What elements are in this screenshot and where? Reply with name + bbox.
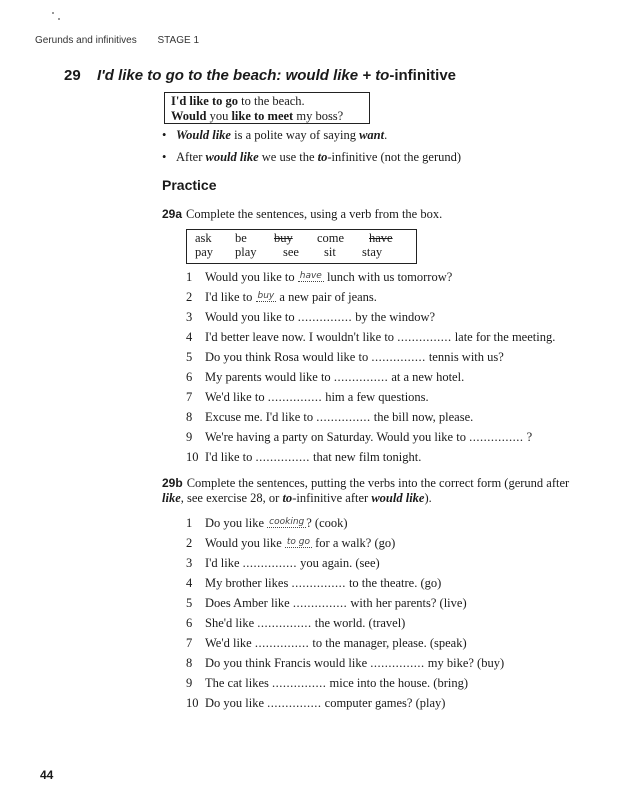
running-header (35, 35, 199, 46)
rule-box (164, 92, 370, 124)
rule-text: I'd like to go (171, 94, 239, 108)
item-number: 8 (186, 410, 193, 424)
item-text (205, 410, 473, 425)
exercise-b-instruction-line2 (162, 491, 569, 506)
answer-blank-filled[interactable]: to go (286, 537, 311, 547)
answer-blank[interactable]: ............... (242, 556, 298, 570)
item-text-after: the world. (travel) (311, 616, 406, 630)
word-box-word: have (369, 231, 393, 245)
scan-speck (58, 18, 60, 20)
rule-text: like to meet (231, 109, 294, 123)
item-text-before: I'd like to (205, 290, 256, 304)
item-text-before: I'd better leave now. I wouldn't like to (205, 330, 398, 344)
answer-blank[interactable]: ............... (469, 430, 524, 444)
item-text-before: My brother likes (205, 576, 292, 590)
item-text-after: ? (cook) (306, 516, 348, 530)
item-text-before: We'd like to (205, 390, 268, 404)
answer-blank[interactable]: ............... (371, 350, 426, 364)
item-text-before: We'd like (205, 636, 255, 650)
item-number: 10 (186, 696, 199, 710)
item-number: 9 (186, 430, 193, 444)
answer-blank[interactable]: ............... (292, 596, 348, 610)
item-text-after: at a new hotel. (388, 370, 465, 384)
item-number: 5 (186, 350, 193, 364)
item-text (205, 370, 464, 385)
bullet-text: to (317, 150, 328, 164)
item-text (205, 350, 504, 365)
item-number: 8 (186, 656, 193, 670)
item-text-after: that new film tonight. (309, 450, 422, 464)
rule-text: Would (171, 109, 207, 123)
item-text-before: I'd like (205, 556, 243, 570)
answer-blank[interactable]: ............... (267, 696, 322, 710)
title-to: to (375, 67, 390, 84)
instruction-text: to (282, 491, 293, 505)
item-text (205, 536, 395, 551)
item-text-after: the bill now, please. (370, 410, 474, 424)
item-text-before: I'd like to (205, 450, 256, 464)
word-box-word: come (317, 231, 345, 245)
item-text-after: late for the meeting. (451, 330, 556, 344)
item-number: 2 (186, 290, 193, 304)
item-text (205, 330, 555, 345)
answer-blank-filled[interactable]: have (299, 271, 322, 281)
item-text-before: Do you think Rosa would like to (205, 350, 372, 364)
answer-blank[interactable]: ............... (316, 410, 371, 424)
item-text-before: Would you like to (205, 270, 298, 284)
item-text-after: ? (523, 430, 533, 444)
item-text-before: The cat likes (205, 676, 272, 690)
page-number: 44 (40, 768, 54, 782)
item-text-before: Would you like (205, 536, 285, 550)
item-text-before: We're having a party on Saturday. Would you like to (205, 430, 470, 444)
item-text (205, 290, 377, 305)
rule-text: you (206, 109, 232, 123)
word-box-word: ask (195, 231, 212, 245)
item-text-before: My parents would like to (205, 370, 334, 384)
rule-text: to the beach. (238, 94, 305, 108)
item-text-after: lunch with us tomorrow? (323, 270, 453, 284)
answer-blank-filled[interactable]: cooking (269, 517, 305, 527)
bullet-text: After (176, 150, 206, 164)
item-text-after: tennis with us? (425, 350, 504, 364)
item-text-after: you again. (see) (297, 556, 380, 570)
word-box-word: play (235, 245, 257, 259)
answer-blank[interactable]: ............... (397, 330, 452, 344)
item-text-after: him a few questions. (322, 390, 429, 404)
word-box-word: stay (362, 245, 383, 259)
item-number: 2 (186, 536, 193, 550)
title-main: I'd like to go to the beach: would like + (97, 67, 372, 84)
item-text-after: to the theatre. (go) (345, 576, 442, 590)
bullet-text: -infinitive (not the gerund) (327, 150, 462, 164)
exercise-a-instruction (162, 207, 442, 222)
word-box-word: buy (274, 231, 293, 245)
unit-title-text (97, 67, 456, 84)
item-number: 7 (186, 636, 193, 650)
item-text (205, 636, 467, 651)
bullet-icon: • (162, 150, 167, 164)
exercise-b-instruction (162, 476, 569, 506)
item-number: 6 (186, 370, 193, 384)
answer-blank[interactable]: ............... (297, 310, 353, 324)
item-text-after: a new pair of jeans. (276, 290, 377, 304)
rule-bullets (162, 124, 461, 168)
item-text-before: Excuse me. I'd like to (205, 410, 317, 424)
item-text-after: by the window? (352, 310, 436, 324)
item-text (205, 556, 380, 571)
answer-blank[interactable]: ............... (370, 656, 425, 670)
item-number: 5 (186, 596, 193, 610)
word-box-word: be (235, 231, 247, 245)
item-text (205, 656, 504, 671)
word-box-word: see (283, 245, 299, 259)
item-number: 1 (186, 270, 193, 284)
item-text (205, 676, 468, 691)
bullet-text: Would like (176, 128, 231, 142)
answer-blank[interactable]: ............... (272, 676, 327, 690)
item-number: 9 (186, 676, 193, 690)
rule-line-2 (171, 109, 363, 124)
bullet-icon: • (162, 128, 167, 142)
scan-speck (52, 12, 54, 14)
practice-heading: Practice (162, 177, 217, 193)
item-text (205, 696, 445, 711)
item-number: 1 (186, 516, 193, 530)
item-text-after: with her parents? (live) (347, 596, 467, 610)
word-box-word: sit (324, 245, 336, 259)
item-text (205, 596, 467, 611)
exercise-b-instruction-line1: Complete the sentences, putting the verbs into the correct form (gerund after (186, 476, 570, 490)
item-text-after: my bike? (buy) (424, 656, 505, 670)
item-text (205, 516, 348, 531)
bullet-text: . (384, 128, 388, 142)
item-text (205, 616, 405, 631)
item-text (205, 310, 435, 325)
instruction-text: like (162, 491, 181, 505)
answer-blank[interactable]: ............... (267, 390, 323, 404)
item-text (205, 450, 421, 465)
answer-blank[interactable]: ............... (333, 370, 389, 384)
item-text-after: computer games? (play) (321, 696, 446, 710)
title-end: -infinitive (389, 67, 457, 84)
bullet-text: want (359, 128, 385, 142)
bullet-text: we use the (258, 150, 318, 164)
header-section: Gerunds and infinitives (35, 35, 137, 46)
instruction-text: -infinitive after (292, 491, 372, 505)
item-text-after: to the manager, please. (speak) (309, 636, 467, 650)
item-text-after: mice into the house. (bring) (326, 676, 469, 690)
instruction-text: would like (371, 491, 425, 505)
item-text-before: Do you like (205, 696, 268, 710)
bullet-text: would like (205, 150, 259, 164)
answer-blank[interactable]: ............... (291, 576, 346, 590)
item-text-before: Do you think Francis would like (205, 656, 371, 670)
item-text-before: Do you like (205, 516, 268, 530)
item-number: 7 (186, 390, 193, 404)
bullet-text: is a polite way of saying (230, 128, 360, 142)
item-text-after: for a walk? (go) (312, 536, 396, 550)
item-text-before: Would you like to (205, 310, 298, 324)
item-number: 6 (186, 616, 193, 630)
item-number: 10 (186, 450, 199, 464)
exercise-b-label: 29b (162, 476, 183, 490)
instruction-text: ). (424, 491, 432, 505)
answer-blank[interactable]: ............... (254, 636, 310, 650)
unit-number: 29 (64, 67, 81, 84)
item-number: 4 (186, 330, 193, 344)
item-text (205, 270, 452, 285)
item-number: 4 (186, 576, 193, 590)
word-box-word: pay (195, 245, 214, 259)
bullet-item (162, 146, 461, 168)
rule-text: my boss? (293, 109, 344, 123)
answer-blank[interactable]: ............... (255, 450, 310, 464)
answer-blank[interactable]: ............... (257, 616, 312, 630)
item-number: 3 (186, 310, 193, 324)
instruction-text: , see exercise 28, or (180, 491, 283, 505)
bullet-item (162, 124, 461, 146)
word-box (186, 229, 417, 264)
rule-line-1 (171, 94, 363, 109)
item-text (205, 390, 429, 405)
item-text-before: Does Amber like (205, 596, 293, 610)
item-text-before: She'd like (205, 616, 258, 630)
exercise-a-label: 29a (162, 207, 183, 221)
exercise-a-instruction-text: Complete the sentences, using a verb from the box. (186, 207, 443, 221)
item-number: 3 (186, 556, 193, 570)
item-text (205, 576, 441, 591)
header-stage: STAGE 1 (157, 35, 200, 46)
answer-blank-filled[interactable]: buy (257, 291, 275, 301)
item-text (205, 430, 532, 445)
